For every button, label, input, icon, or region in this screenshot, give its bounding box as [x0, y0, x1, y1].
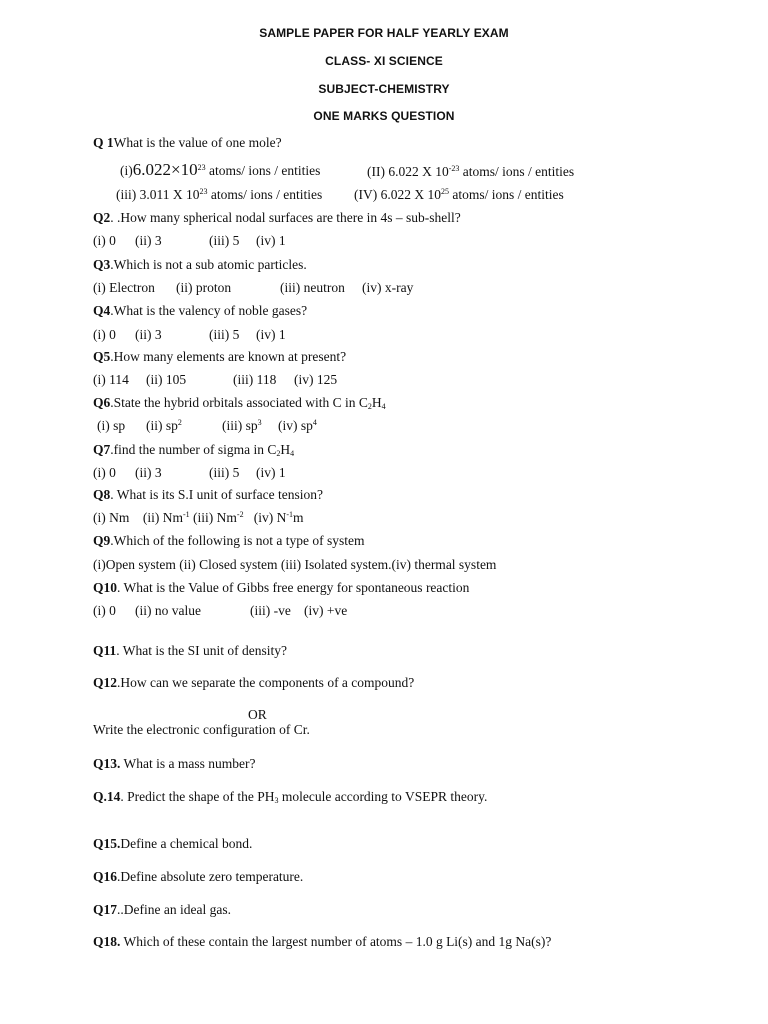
- paper-title: SAMPLE PAPER FOR HALF YEARLY EXAM: [259, 26, 509, 40]
- q10-option-2: (ii) no value: [135, 603, 201, 618]
- q10-option-3: (iii) -ve: [250, 603, 291, 618]
- q1-option-2: (II) 6.022 X $10^{-23}$ atoms/ ions / entities: [367, 164, 575, 179]
- q4-option-3: (iii) 5: [209, 327, 240, 342]
- q6-option-1: (i) sp: [97, 418, 126, 433]
- q9-options: (i)Open system (ii) Closed system (iii) Isolated system.(iv) thermal system: [93, 557, 497, 572]
- q6-option-3: (iii) $sp^3$: [222, 418, 262, 433]
- question-number: Q 1: [93, 135, 114, 150]
- q8-option-4: (iv) $N^{-1}m$: [253, 510, 304, 525]
- q1-option-4: (IV) 6.022 X $10^{25}$ atoms/ ions / entities: [354, 187, 564, 202]
- question-14: Q.14. Predict the shape of the $PH_3$ molecule according to VSEPR theory.: [93, 789, 488, 805]
- question-18: Q18. Which of these contain the largest number of atoms – 1.0 g Li(s) and 1g Na(s)?: [93, 934, 552, 949]
- q3-option-4: (iv) x-ray: [362, 280, 414, 295]
- q2-option-1: (i) 0: [93, 233, 116, 248]
- q1-option-3: (iii) 3.011 X $10^{23}$ atoms/ ions / entities: [116, 187, 323, 202]
- q10-option-4: (iv) +ve: [304, 603, 348, 618]
- q10-option-1: (i) 0: [93, 603, 116, 618]
- q5-option-4: (iv) 125: [294, 372, 338, 387]
- q8-option-3: (iii) $Nm^{-2}$: [189, 510, 244, 525]
- q5-option-2: (ii) 105: [146, 372, 187, 387]
- q7-option-3: (iii) 5: [209, 465, 240, 480]
- section-heading: ONE MARKS QUESTION: [313, 109, 455, 123]
- q1-option-1: $(i)6.022\times 10^{23}$ atoms/ ions / entities: [120, 160, 321, 179]
- q3-option-1: (i) Electron: [93, 280, 155, 295]
- question-12-alternative: Write the electronic configuration of Cr.: [93, 722, 310, 737]
- question-1: [93, 135, 282, 151]
- q8-option-1: (i) Nm: [93, 510, 130, 525]
- q4-option-4: (iv) 1: [256, 327, 286, 342]
- question-15: Q15.Define a chemical bond.: [93, 836, 253, 851]
- q4-option-2: (ii) 3: [135, 327, 162, 342]
- q2-option-4: (iv) 1: [256, 233, 286, 248]
- subject-heading: SUBJECT-CHEMISTRY: [318, 82, 450, 96]
- question-16: Q16.Define absolute zero temperature.: [93, 869, 304, 884]
- class-heading: CLASS- XI SCIENCE: [325, 54, 443, 68]
- q3-option-2: (ii) proton: [176, 280, 232, 295]
- question-3: Q3.Which is not a sub atomic particles.: [93, 257, 307, 272]
- q7-option-2: (ii) 3: [135, 465, 162, 480]
- question-7: Q7.find the number of sigma in $C_2H_4$: [93, 442, 295, 458]
- question-17: Q17..Define an ideal gas.: [93, 902, 231, 917]
- q8-option-2: (ii) $Nm^{-1}$: [142, 510, 190, 525]
- question-11: Q11. What is the SI unit of density?: [93, 643, 287, 658]
- question-12: Q12.How can we separate the components of a compound?: [93, 675, 415, 690]
- q7-option-1: (i) 0: [93, 465, 116, 480]
- q3-option-3: (iii) neutron: [280, 280, 345, 295]
- question-5: Q5.How many elements are known at present?: [93, 349, 347, 364]
- question-text: What is the value of one mole?: [113, 135, 282, 150]
- question-4: Q4.What is the valency of noble gases?: [93, 303, 308, 318]
- q2-option-3: (iii) 5: [209, 233, 240, 248]
- q2-option-2: (ii) 3: [135, 233, 162, 248]
- q8-options: [93, 510, 304, 526]
- q5-option-3: (iii) 118: [233, 372, 277, 387]
- q6-option-4: (iv) $sp^4$: [278, 418, 317, 433]
- q7-option-4: (iv) 1: [256, 465, 286, 480]
- question-13: Q13. What is a mass number?: [93, 756, 256, 771]
- q5-option-1: (i) 114: [93, 372, 129, 387]
- question-2: Q2. .How many spherical nodal surfaces are there in 4s – sub-shell?: [93, 210, 461, 225]
- q4-option-1: (i) 0: [93, 327, 116, 342]
- or-separator: OR: [248, 707, 267, 722]
- q6-option-2: (ii) $sp^2$: [146, 418, 182, 433]
- question-8: Q8. What is its S.I unit of surface tension?: [93, 487, 323, 502]
- question-9: Q9.Which of the following is not a type of system: [93, 533, 365, 548]
- question-6: Q6.State the hybrid orbitals associated with C in $C_2H_4$: [93, 395, 386, 411]
- question-10: Q10. What is the Value of Gibbs free energy for spontaneous reaction: [93, 580, 470, 595]
